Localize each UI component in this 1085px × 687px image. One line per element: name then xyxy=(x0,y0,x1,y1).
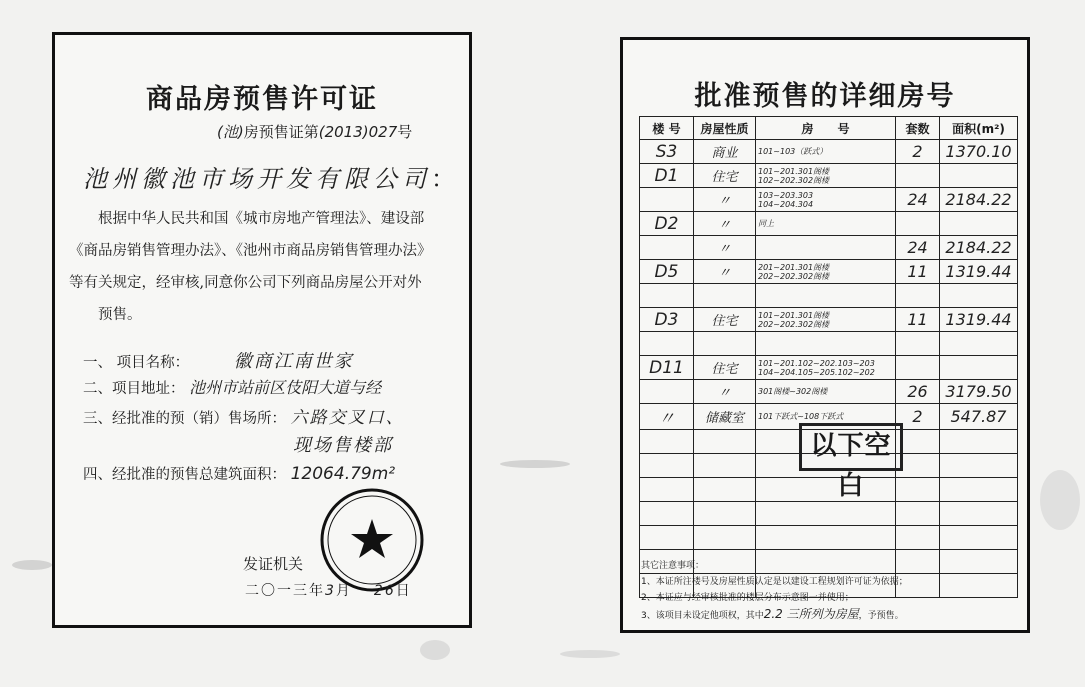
room-cell xyxy=(756,526,896,550)
presale-permit-page xyxy=(52,32,472,628)
area-cell xyxy=(940,526,1018,550)
area-cell: 2184.22 xyxy=(940,236,1018,260)
company-name-line xyxy=(83,159,460,194)
count-cell: 2 xyxy=(896,140,940,164)
building-cell: D1 xyxy=(640,164,694,188)
table-row xyxy=(640,236,1018,260)
table-row xyxy=(640,308,1018,332)
room-cell: 101~201.301阁楼 102~202.302阁楼 xyxy=(756,164,896,188)
header-area: 面积(m²) xyxy=(940,117,1018,140)
certificate-number-line xyxy=(217,121,412,142)
date-day-label: 日 xyxy=(395,583,412,599)
item-sales-venue-cont xyxy=(293,431,393,457)
area-cell xyxy=(940,164,1018,188)
item-total-area xyxy=(83,463,395,484)
room-cell xyxy=(756,332,896,356)
table-row xyxy=(640,502,1018,526)
item-project-address xyxy=(83,375,381,398)
area-cell xyxy=(940,284,1018,308)
issue-date xyxy=(245,580,412,600)
type-cell xyxy=(694,526,756,550)
room-cell: 103~203.303 104~204.304 xyxy=(756,188,896,212)
table-row xyxy=(640,332,1018,356)
area-cell xyxy=(940,478,1018,502)
header-type: 房屋性质 xyxy=(694,117,756,140)
note-3-text: 3、该项目未设定他项权，其中 xyxy=(641,611,764,621)
area-cell xyxy=(940,502,1018,526)
table-row xyxy=(640,526,1018,550)
building-cell xyxy=(640,430,694,454)
date-day: 26 xyxy=(373,583,396,599)
room-cell: 301阁楼~302阁楼 xyxy=(756,380,896,404)
building-cell: 〃 xyxy=(640,404,694,430)
body-line: 根据中华人民共和国《城市房地产管理法》、建设部 xyxy=(98,211,425,227)
area-cell: 1319.44 xyxy=(940,308,1018,332)
type-cell: 〃 xyxy=(694,380,756,404)
building-cell: D11 xyxy=(640,356,694,380)
count-cell: 26 xyxy=(896,380,940,404)
notes-section xyxy=(641,558,1021,624)
note-3-end: ，予预售。 xyxy=(858,611,904,621)
body-line: 等有关规定，经审核,同意你公司下列商品房屋公开对外 xyxy=(69,275,422,291)
table-row xyxy=(640,356,1018,380)
type-cell: 〃 xyxy=(694,188,756,212)
room-cell: 同上 xyxy=(756,212,896,236)
type-cell xyxy=(694,332,756,356)
building-cell xyxy=(640,526,694,550)
header-count: 套数 xyxy=(896,117,940,140)
area-cell: 2184.22 xyxy=(940,188,1018,212)
type-cell xyxy=(694,502,756,526)
issuing-authority-label: 发证机关 xyxy=(243,555,304,573)
count-cell: 2 xyxy=(896,404,940,430)
certificate-prefix: (池) xyxy=(217,123,244,141)
building-cell xyxy=(640,188,694,212)
building-cell: D2 xyxy=(640,212,694,236)
building-cell: S3 xyxy=(640,140,694,164)
room-cell: 101~103（跃式） xyxy=(756,140,896,164)
date-month: 3 xyxy=(325,583,336,599)
building-cell xyxy=(640,284,694,308)
table-row xyxy=(640,212,1018,236)
official-seal xyxy=(317,485,427,595)
type-cell: 住宅 xyxy=(694,356,756,380)
building-cell xyxy=(640,502,694,526)
building-cell xyxy=(640,454,694,478)
permit-title: 商品房预售许可证 xyxy=(146,84,378,115)
count-cell xyxy=(896,332,940,356)
room-cell xyxy=(756,478,896,502)
item-label: 一、 项目名称： xyxy=(83,355,190,371)
table-row xyxy=(640,188,1018,212)
type-cell: 〃 xyxy=(694,260,756,284)
permit-body-text xyxy=(69,203,464,331)
area-cell xyxy=(940,430,1018,454)
item-project-name xyxy=(83,347,354,373)
approved-rooms-page xyxy=(620,37,1030,633)
item-value: 现场售楼部 xyxy=(293,435,393,456)
note-3 xyxy=(641,606,1021,624)
room-cell: 101~201.102~202.103~203 104~204.105~205.102~202 xyxy=(756,356,896,380)
room-cell xyxy=(756,236,896,260)
count-cell xyxy=(896,212,940,236)
table-row xyxy=(640,140,1018,164)
note-2: 2、本证应与经审核批准的楼层分布示意图一并使用； xyxy=(641,593,854,603)
item-value: 12064.79m² xyxy=(290,464,396,484)
building-cell: D5 xyxy=(640,260,694,284)
room-cell xyxy=(756,284,896,308)
certificate-label: 房预售证第 xyxy=(243,123,319,141)
item-label: 四、经批准的预售总建筑面积： xyxy=(83,467,286,483)
table-row xyxy=(640,164,1018,188)
date-year: 二〇一三年 xyxy=(245,583,325,599)
header-room: 房 号 xyxy=(756,117,896,140)
table-row xyxy=(640,284,1018,308)
area-cell xyxy=(940,454,1018,478)
room-cell: 201~201.301阁楼 202~202.302阁楼 xyxy=(756,260,896,284)
type-cell xyxy=(694,284,756,308)
area-cell: 1370.10 xyxy=(940,140,1018,164)
item-value: 六路交叉口、 xyxy=(290,408,405,428)
count-cell xyxy=(896,284,940,308)
note-1: 1、本证所注楼号及房屋性质认定是以建设工程规划许可证为依据； xyxy=(641,577,908,587)
type-cell: 储藏室 xyxy=(694,404,756,430)
count-cell: 24 xyxy=(896,188,940,212)
table-row xyxy=(640,478,1018,502)
room-cell: 101下跃式~108下跃式 xyxy=(756,404,896,430)
item-value: 徽商江南世家 xyxy=(233,351,354,372)
building-cell xyxy=(640,478,694,502)
area-cell: 1319.44 xyxy=(940,260,1018,284)
area-cell: 547.87 xyxy=(940,404,1018,430)
type-cell: 住宅 xyxy=(694,164,756,188)
table-row xyxy=(640,380,1018,404)
company-colon: ： xyxy=(431,165,460,193)
date-month-label: 月 xyxy=(335,583,352,599)
count-cell xyxy=(896,502,940,526)
rooms-title: 批准预售的详细房号 xyxy=(694,81,956,112)
item-label: 二、项目地址： xyxy=(83,381,185,397)
header-building: 楼 号 xyxy=(640,117,694,140)
item-value: 池州市站前区伎阳大道与经 xyxy=(189,378,382,397)
count-cell xyxy=(896,164,940,188)
building-cell xyxy=(640,332,694,356)
type-cell xyxy=(694,454,756,478)
building-cell xyxy=(640,236,694,260)
count-cell: 11 xyxy=(896,260,940,284)
company-name: 池州徽池市场开发有限公司 xyxy=(83,165,431,193)
area-cell xyxy=(940,212,1018,236)
item-sales-venue xyxy=(83,403,405,428)
table-header-row xyxy=(640,117,1018,140)
count-cell xyxy=(896,356,940,380)
body-line: 《商品房销售管理办法》、《池州市商品房销售管理办法》 xyxy=(69,243,432,259)
area-cell xyxy=(940,356,1018,380)
count-cell xyxy=(896,478,940,502)
blank-below-stamp: 以下空白 xyxy=(799,423,903,471)
certificate-suffix: 号 xyxy=(397,123,413,141)
type-cell xyxy=(694,430,756,454)
area-cell: 3179.50 xyxy=(940,380,1018,404)
room-cell xyxy=(756,502,896,526)
building-cell xyxy=(640,380,694,404)
building-cell: D3 xyxy=(640,308,694,332)
note-3-handwritten: 2.2 三所列为房屋 xyxy=(763,607,859,621)
notes-title: 其它注意事项： xyxy=(641,561,705,571)
area-cell xyxy=(940,332,1018,356)
room-cell: 101~201.301阁楼 202~202.302阁楼 xyxy=(756,308,896,332)
type-cell: 商业 xyxy=(694,140,756,164)
type-cell xyxy=(694,478,756,502)
item-label: 三、经批准的预（销）售场所： xyxy=(83,411,286,427)
count-cell: 24 xyxy=(896,236,940,260)
count-cell xyxy=(896,526,940,550)
certificate-number: (2013)027 xyxy=(318,123,398,141)
approved-rooms-table xyxy=(639,116,1018,598)
count-cell: 11 xyxy=(896,308,940,332)
table-row xyxy=(640,260,1018,284)
type-cell: 住宅 xyxy=(694,308,756,332)
type-cell: 〃 xyxy=(694,236,756,260)
body-line: 预售。 xyxy=(98,307,142,323)
type-cell: 〃 xyxy=(694,212,756,236)
